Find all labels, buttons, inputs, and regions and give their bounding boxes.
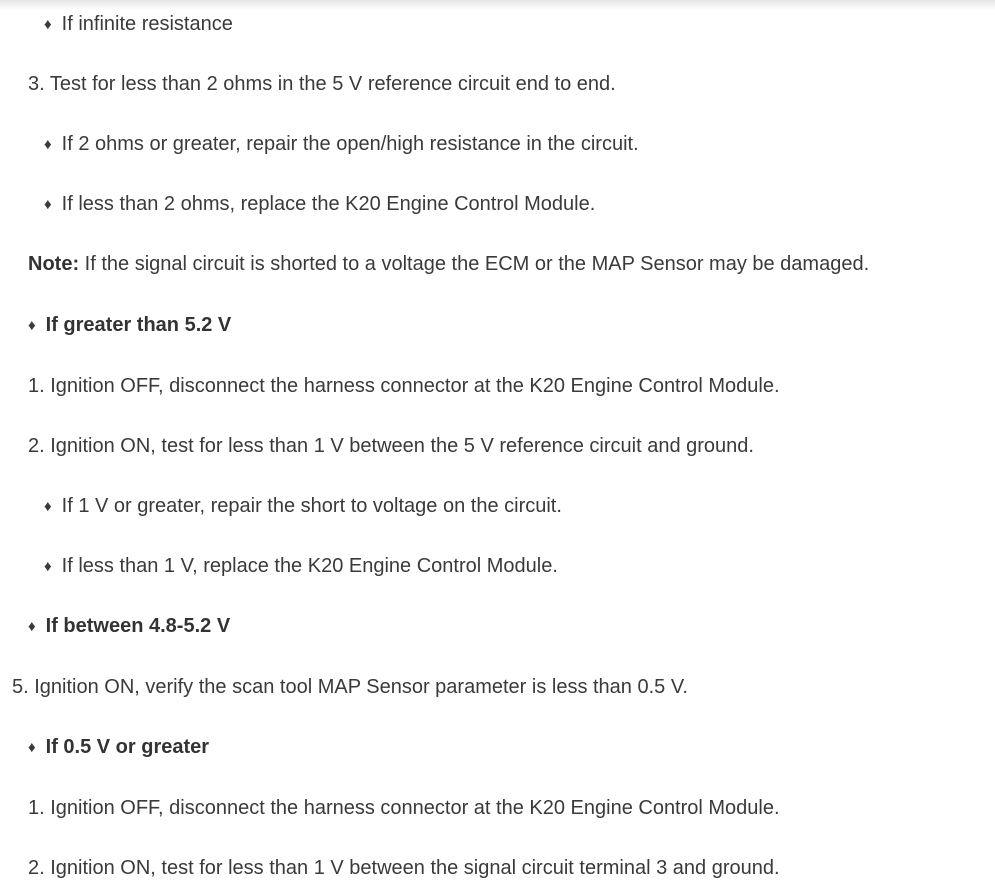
- top-edge-shadow: [0, 0, 995, 10]
- list-item-text: If 1 V or greater, repair the short to voltage on the circuit.: [61, 495, 562, 517]
- diamond-bullet-icon: ♦: [44, 558, 52, 575]
- step-text: 5. Ignition ON, verify the scan tool MAP Sensor parameter is less than 0.5 V.: [12, 676, 688, 698]
- step-5-verify-map-sensor: [12, 675, 688, 699]
- diamond-bullet-icon: ♦: [44, 16, 52, 33]
- list-item-1v-or-greater: [44, 494, 562, 518]
- condition-text: If greater than 5.2 V: [45, 314, 232, 336]
- condition-text: If 0.5 V or greater: [45, 736, 210, 758]
- note-label: Note:: [28, 253, 80, 275]
- list-item-text: If less than 1 V, replace the K20 Engine Control Module.: [61, 555, 558, 577]
- step-3-test-reference-circuit: [28, 72, 616, 96]
- list-item-less-than-2-ohms: [44, 192, 595, 216]
- condition-between-4-8-5-2v: [28, 614, 230, 638]
- condition-text: If between 4.8-5.2 V: [45, 615, 231, 637]
- diamond-bullet-icon: ♦: [28, 317, 36, 334]
- condition-greater-than-5-2v: [28, 313, 231, 337]
- step-text: 2. Ignition ON, test for less than 1 V between the 5 V reference circuit and ground.: [28, 435, 754, 457]
- step-text: 1. Ignition OFF, disconnect the harness connector at the K20 Engine Control Module.: [28, 375, 780, 397]
- step-1-ignition-off: [28, 374, 780, 398]
- list-item-text: If 2 ohms or greater, repair the open/high resistance in the circuit.: [61, 133, 639, 155]
- note-paragraph: [28, 252, 869, 276]
- list-item-text: If less than 2 ohms, replace the K20 Engine Control Module.: [61, 193, 596, 215]
- step-text: 1. Ignition OFF, disconnect the harness connector at the K20 Engine Control Module.: [28, 797, 780, 819]
- step-2-ignition-on-reference: [28, 434, 754, 458]
- step-2-ignition-on-signal: [28, 856, 780, 880]
- condition-0-5v-or-greater: [28, 735, 209, 759]
- step-text: 3. Test for less than 2 ohms in the 5 V reference circuit end to end.: [28, 73, 616, 95]
- step-1-ignition-off-second: [28, 796, 780, 820]
- diamond-bullet-icon: ♦: [44, 136, 52, 153]
- diamond-bullet-icon: ♦: [44, 196, 52, 213]
- list-item-2-ohms-or-greater: [44, 132, 639, 156]
- diamond-bullet-icon: ♦: [44, 498, 52, 515]
- list-item-less-than-1v: [44, 554, 558, 578]
- diamond-bullet-icon: ♦: [28, 739, 36, 756]
- diamond-bullet-icon: ♦: [28, 618, 36, 635]
- note-text: If the signal circuit is shorted to a voltage the ECM or the MAP Sensor may be damaged.: [79, 253, 870, 275]
- step-text: 2. Ignition ON, test for less than 1 V between the signal circuit terminal 3 and ground.: [28, 857, 780, 879]
- list-item-infinite-resistance: [44, 12, 233, 36]
- list-item-text: If infinite resistance: [61, 13, 233, 35]
